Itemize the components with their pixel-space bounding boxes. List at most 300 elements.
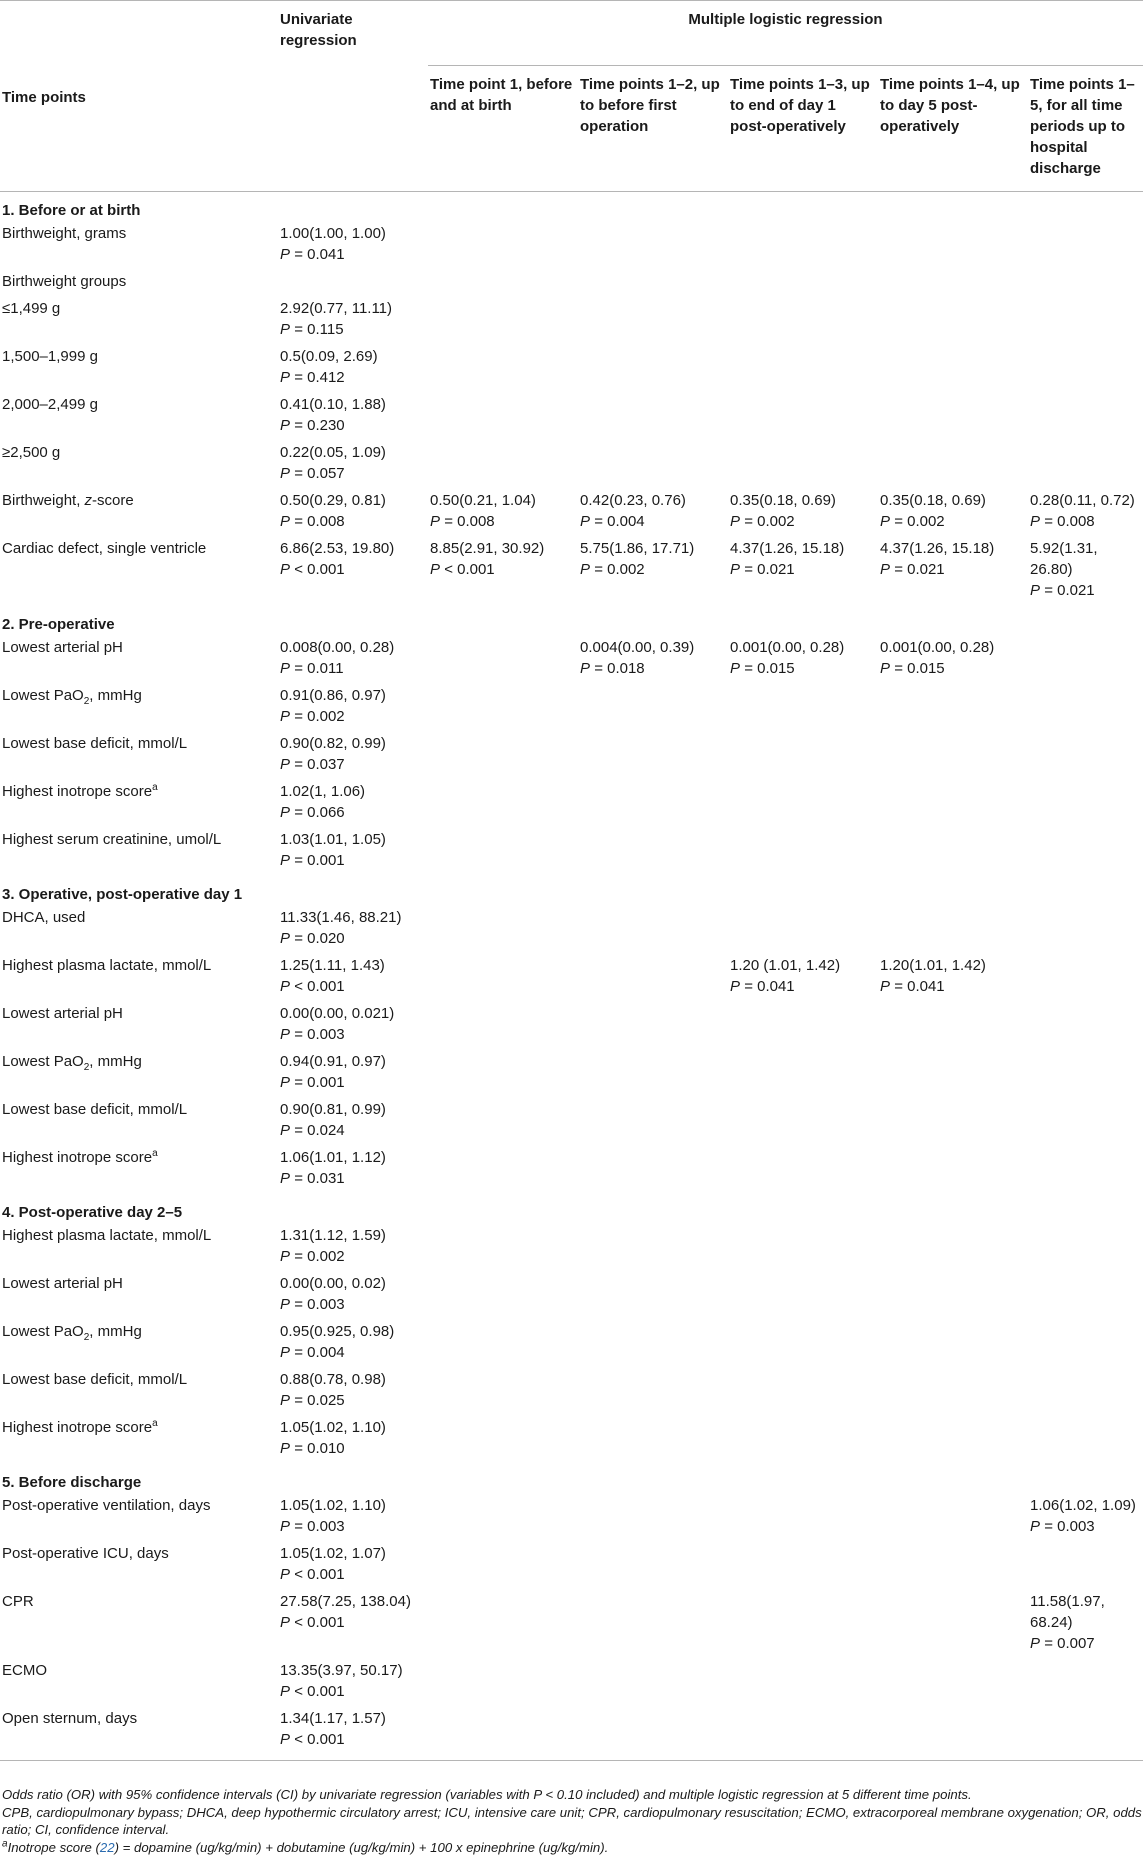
row-label — [0, 1320, 278, 1368]
multivariate-cell-1 — [428, 954, 578, 1002]
univariate-cell — [278, 780, 428, 828]
odds-ratio-value: 0.22(0.05, 1.09) — [280, 443, 386, 461]
multivariate-cell-3 — [728, 489, 878, 537]
multivariate-cell-3 — [728, 954, 878, 1002]
multivariate-cell-1 — [428, 780, 578, 828]
p-symbol: P — [1030, 1634, 1041, 1652]
p-value-number: < 0.001 — [294, 1682, 345, 1700]
p-value — [280, 367, 426, 388]
p-value-number: = 0.230 — [294, 416, 345, 434]
multivariate-cell-2 — [578, 1050, 728, 1098]
p-value-number: = 0.041 — [744, 977, 795, 995]
multivariate-cell-3 — [728, 732, 878, 780]
table-row — [0, 1002, 1143, 1050]
multivariate-cell-5 — [1028, 828, 1143, 876]
row-label-footnote-marker: a — [152, 781, 158, 793]
multivariate-cell-3 — [728, 1272, 878, 1320]
row-label-suffix: , mmHg — [89, 686, 142, 704]
multivariate-cell-4 — [878, 1224, 1028, 1272]
multivariate-cell-2 — [578, 1320, 728, 1368]
p-symbol: P — [880, 512, 891, 530]
p-value-number: = 0.008 — [444, 512, 495, 530]
multivariate-cell-1 — [428, 1050, 578, 1098]
multivariate-cell-1 — [428, 828, 578, 876]
row-label — [0, 489, 278, 537]
odds-ratio-value: 5.75(1.86, 17.71) — [580, 539, 695, 557]
p-value — [730, 658, 876, 679]
multivariate-cell-4 — [878, 441, 1028, 489]
univariate-cell — [278, 1224, 428, 1272]
multivariate-cell-4 — [878, 1050, 1028, 1098]
p-value-number: < 0.001 — [294, 560, 345, 578]
row-label-suffix: , mmHg — [89, 1052, 142, 1070]
p-symbol: P — [1030, 512, 1041, 530]
odds-ratio-value: 0.95(0.925, 0.98) — [280, 1322, 395, 1340]
table-row — [0, 732, 1143, 780]
table-row — [0, 1224, 1143, 1272]
p-value — [280, 1294, 426, 1315]
p-symbol: P — [280, 707, 291, 725]
row-label-text: Lowest PaO — [2, 1052, 84, 1070]
row-label-text: ECMO — [2, 1661, 47, 1679]
row-label — [0, 732, 278, 780]
multivariate-cell-3 — [728, 1659, 878, 1707]
p-value — [280, 1120, 426, 1141]
table-row — [0, 297, 1143, 345]
multivariate-cell-3 — [728, 270, 878, 297]
multivariate-cell-3 — [728, 1146, 878, 1194]
p-symbol: P — [280, 1169, 291, 1187]
p-symbol: P — [280, 1439, 291, 1457]
multivariate-cell-3 — [728, 1368, 878, 1416]
univariate-cell — [278, 636, 428, 684]
footnote-abbreviations-text: CPB, cardiopulmonary bypass; DHCA, deep hypothermic circulatory arrest; ICU, intensive care unit; CPR, cardiopulmonary resuscitation; ECMO, extracorporeal membrane oxygenation; OR, odds ratio; CI, confidence interval. — [2, 1804, 1142, 1837]
p-value-number: < 0.001 — [294, 1613, 345, 1631]
row-label — [0, 1707, 278, 1761]
table-body — [0, 191, 1143, 1760]
multivariate-cell-3 — [728, 1590, 878, 1659]
multivariate-cell-1 — [428, 489, 578, 537]
multivariate-cell-5 — [1028, 1542, 1143, 1590]
multivariate-cell-1 — [428, 1707, 578, 1761]
row-label — [0, 684, 278, 732]
section-row — [0, 1464, 1143, 1494]
multivariate-cell-1 — [428, 1098, 578, 1146]
p-value-number: = 0.002 — [894, 512, 945, 530]
multivariate-cell-2 — [578, 1542, 728, 1590]
multivariate-cell-4 — [878, 1416, 1028, 1464]
col-header-5-text: Time points 1–5, for all time periods up to hospital discharge — [1030, 75, 1135, 177]
table-row — [0, 1368, 1143, 1416]
p-symbol: P — [880, 977, 891, 995]
univariate-cell — [278, 1098, 428, 1146]
p-value-number: = 0.004 — [594, 512, 645, 530]
time-points-header — [0, 1, 278, 192]
row-label-text: Lowest PaO — [2, 1322, 84, 1340]
row-label — [0, 636, 278, 684]
p-value — [280, 1246, 426, 1267]
odds-ratio-value: 0.001(0.00, 0.28) — [880, 638, 995, 656]
table-row — [0, 345, 1143, 393]
p-value-number: = 0.021 — [1044, 581, 1095, 599]
p-symbol: P — [280, 1121, 291, 1139]
odds-ratio-value: 0.35(0.18, 0.69) — [880, 491, 986, 509]
multivariate-cell-5 — [1028, 1320, 1143, 1368]
table-header — [0, 1, 1143, 192]
table-row — [0, 684, 1143, 732]
p-value — [280, 928, 426, 949]
p-value — [280, 706, 426, 727]
section-row — [0, 191, 1143, 222]
odds-ratio-value: 13.35(3.97, 50.17) — [280, 1661, 403, 1679]
multivariate-cell-4 — [878, 732, 1028, 780]
p-value — [880, 658, 1026, 679]
multivariate-cell-5 — [1028, 1659, 1143, 1707]
footnote-abbreviations — [0, 1804, 1143, 1839]
p-value-number: = 0.002 — [294, 1247, 345, 1265]
row-label-subscript: 2 — [83, 1061, 90, 1073]
p-symbol: P — [280, 416, 291, 434]
p-value-number: < 0.001 — [294, 1730, 345, 1748]
odds-ratio-value: 1.06(1.02, 1.09) — [1030, 1496, 1136, 1514]
multivariate-cell-5 — [1028, 684, 1143, 732]
multivariate-cell-2 — [578, 345, 728, 393]
multivariate-cell-5 — [1028, 393, 1143, 441]
odds-ratio-value: 0.90(0.82, 0.99) — [280, 734, 386, 752]
odds-ratio-value: 1.05(1.02, 1.07) — [280, 1544, 386, 1562]
p-value-number: = 0.031 — [294, 1169, 345, 1187]
odds-ratio-value: 0.004(0.00, 0.39) — [580, 638, 695, 656]
multivariate-cell-5 — [1028, 441, 1143, 489]
row-label-text: Birthweight groups — [2, 272, 127, 290]
row-label — [0, 906, 278, 954]
univariate-cell — [278, 270, 428, 297]
row-label — [0, 1368, 278, 1416]
p-value — [280, 1516, 426, 1537]
row-label-text: Lowest base deficit, mmol/L — [2, 1370, 188, 1388]
odds-ratio-value: 0.88(0.78, 0.98) — [280, 1370, 386, 1388]
p-symbol: P — [580, 560, 591, 578]
multivariate-cell-5 — [1028, 1098, 1143, 1146]
p-value — [280, 1072, 426, 1093]
univariate-cell — [278, 684, 428, 732]
row-label — [0, 537, 278, 606]
row-label — [0, 780, 278, 828]
p-symbol: P — [280, 1295, 291, 1313]
table-row — [0, 1542, 1143, 1590]
multivariate-cell-2 — [578, 1224, 728, 1272]
p-value — [280, 976, 426, 997]
row-label-text: Highest plasma lactate, mmol/L — [2, 956, 212, 974]
univariate-cell — [278, 345, 428, 393]
multivariate-cell-2 — [578, 954, 728, 1002]
multivariate-cell-5 — [1028, 1050, 1143, 1098]
table-row — [0, 1050, 1143, 1098]
row-label — [0, 345, 278, 393]
row-label-text: Cardiac defect, single ventricle — [2, 539, 207, 557]
multivariate-cell-1 — [428, 345, 578, 393]
table-row — [0, 537, 1143, 606]
multivariate-cell-1 — [428, 1416, 578, 1464]
multivariate-cell-2 — [578, 1002, 728, 1050]
multivariate-cell-5 — [1028, 270, 1143, 297]
multivariate-cell-4 — [878, 1320, 1028, 1368]
multivariate-cell-3 — [728, 780, 878, 828]
p-value-number: = 0.021 — [894, 560, 945, 578]
row-label — [0, 1416, 278, 1464]
p-value — [880, 559, 1026, 580]
row-label — [0, 1224, 278, 1272]
footnote-odds-ratio — [0, 1786, 1143, 1804]
table-row — [0, 1659, 1143, 1707]
p-symbol: P — [280, 1682, 291, 1700]
univariate-cell — [278, 906, 428, 954]
univariate-cell — [278, 222, 428, 270]
p-value — [280, 463, 426, 484]
row-label — [0, 441, 278, 489]
p-value-number: = 0.412 — [294, 368, 345, 386]
univariate-cell — [278, 1542, 428, 1590]
univariate-header — [278, 1, 428, 66]
p-value-number: = 0.015 — [894, 659, 945, 677]
row-label-text: Birthweight, — [2, 491, 85, 509]
odds-ratio-value: 8.85(2.91, 30.92) — [430, 539, 545, 557]
multivariate-cell-4 — [878, 954, 1028, 1002]
p-value-number: = 0.115 — [294, 320, 344, 338]
multivariate-cell-5 — [1028, 954, 1143, 1002]
p-symbol: P — [280, 320, 291, 338]
p-value — [880, 511, 1026, 532]
odds-ratio-value: 1.02(1, 1.06) — [280, 782, 366, 800]
section-heading: 2. Pre-operative — [2, 615, 115, 633]
row-label-text: Highest inotrope score — [2, 1418, 153, 1436]
univariate-cell — [278, 828, 428, 876]
footnote-inotrope-text-b: ) = dopamine (ug/kg/min) + dobutamine (ug/kg/min) + 100 x epinephrine (ug/kg/min). — [114, 1839, 609, 1855]
multivariate-cell-3 — [728, 345, 878, 393]
row-label — [0, 222, 278, 270]
multivariate-cell-4 — [878, 906, 1028, 954]
row-label-text: Post-operative ICU, days — [2, 1544, 169, 1562]
odds-ratio-value: 11.33(1.46, 88.21) — [280, 908, 402, 926]
row-label — [0, 1002, 278, 1050]
multivariate-cell-3 — [728, 1320, 878, 1368]
p-value — [280, 1564, 426, 1585]
multivariate-cell-3 — [728, 1050, 878, 1098]
p-value-number: = 0.003 — [294, 1517, 345, 1535]
odds-ratio-value: 1.34(1.17, 1.57) — [280, 1709, 386, 1727]
multivariate-cell-3 — [728, 1416, 878, 1464]
multivariate-cell-2 — [578, 906, 728, 954]
odds-ratio-value: 0.50(0.29, 0.81) — [280, 491, 386, 509]
p-value-number: = 0.015 — [744, 659, 795, 677]
multivariate-cell-4 — [878, 636, 1028, 684]
odds-ratio-value: 27.58(7.25, 138.04) — [280, 1592, 411, 1610]
p-value — [280, 244, 426, 265]
odds-ratio-value: 0.50(0.21, 1.04) — [430, 491, 536, 509]
multivariate-cell-1 — [428, 906, 578, 954]
univariate-cell — [278, 1146, 428, 1194]
p-value — [280, 754, 426, 775]
p-value — [280, 319, 426, 340]
row-label — [0, 1050, 278, 1098]
table-row — [0, 1272, 1143, 1320]
p-value — [430, 511, 576, 532]
p-value-number: = 0.007 — [1044, 1634, 1095, 1652]
multivariate-cell-4 — [878, 489, 1028, 537]
multivariate-cell-4 — [878, 393, 1028, 441]
multivariate-cell-1 — [428, 537, 578, 606]
multivariate-cell-4 — [878, 1146, 1028, 1194]
multivariate-cell-2 — [578, 1272, 728, 1320]
col-header-4 — [878, 65, 1028, 191]
row-label-text: Post-operative ventilation, days — [2, 1496, 211, 1514]
multivariate-cell-5 — [1028, 906, 1143, 954]
p-symbol: P — [280, 929, 291, 947]
multivariate-cell-3 — [728, 1002, 878, 1050]
multivariate-cell-3 — [728, 297, 878, 345]
row-label — [0, 1590, 278, 1659]
multivariate-cell-2 — [578, 1494, 728, 1542]
p-symbol: P — [280, 1517, 291, 1535]
multivariate-cell-5 — [1028, 1146, 1143, 1194]
footnote-inotrope-marker: a — [2, 1838, 8, 1850]
multivariate-cell-1 — [428, 1272, 578, 1320]
univariate-subheader-empty — [278, 65, 428, 191]
p-symbol: P — [280, 977, 291, 995]
multivariate-cell-5 — [1028, 1707, 1143, 1761]
multivariate-cell-4 — [878, 537, 1028, 606]
p-symbol: P — [280, 368, 291, 386]
section-heading: 3. Operative, post-operative day 1 — [2, 885, 243, 903]
multivariate-cell-4 — [878, 1098, 1028, 1146]
univariate-cell — [278, 732, 428, 780]
p-value-number: = 0.010 — [294, 1439, 345, 1457]
p-value-number: = 0.057 — [294, 464, 345, 482]
multivariate-cell-2 — [578, 828, 728, 876]
multivariate-cell-5 — [1028, 1002, 1143, 1050]
multivariate-cell-4 — [878, 270, 1028, 297]
univariate-cell — [278, 1416, 428, 1464]
row-label — [0, 1659, 278, 1707]
table-row — [0, 1098, 1143, 1146]
univariate-cell — [278, 537, 428, 606]
p-symbol: P — [1030, 1517, 1041, 1535]
p-value — [580, 511, 726, 532]
p-symbol: P — [280, 1073, 291, 1091]
univariate-cell — [278, 1002, 428, 1050]
univariate-cell — [278, 297, 428, 345]
p-value-number: = 0.037 — [294, 755, 345, 773]
p-value-number: = 0.025 — [294, 1391, 345, 1409]
multivariate-cell-3 — [728, 636, 878, 684]
row-label-text: Lowest arterial pH — [2, 1274, 123, 1292]
row-label-text: Highest inotrope score — [2, 782, 153, 800]
row-label — [0, 270, 278, 297]
multivariate-cell-5 — [1028, 1590, 1143, 1659]
multivariate-cell-4 — [878, 780, 1028, 828]
multivariate-cell-2 — [578, 393, 728, 441]
odds-ratio-value: 0.5(0.09, 2.69) — [280, 347, 378, 365]
p-value — [280, 658, 426, 679]
table-row — [0, 1494, 1143, 1542]
p-value — [730, 511, 876, 532]
odds-ratio-value: 1.31(1.12, 1.59) — [280, 1226, 386, 1244]
row-label — [0, 1494, 278, 1542]
univariate-cell — [278, 1707, 428, 1761]
multivariate-cell-1 — [428, 441, 578, 489]
p-value-number: = 0.008 — [1044, 512, 1095, 530]
multivariate-cell-4 — [878, 1542, 1028, 1590]
odds-ratio-value: 1.25(1.11, 1.43) — [280, 956, 385, 974]
p-symbol: P — [430, 512, 441, 530]
multivariate-cell-3 — [728, 1098, 878, 1146]
univariate-cell — [278, 1494, 428, 1542]
row-label-text: Highest serum creatinine, umol/L — [2, 830, 222, 848]
p-symbol: P — [280, 464, 291, 482]
p-value-number: = 0.024 — [294, 1121, 345, 1139]
multivariate-cell-4 — [878, 1707, 1028, 1761]
row-label — [0, 1098, 278, 1146]
multivariate-cell-4 — [878, 1272, 1028, 1320]
footnote-inotrope-text-a: Inotrope score ( — [7, 1839, 100, 1855]
p-value — [280, 1729, 426, 1750]
p-symbol: P — [580, 512, 591, 530]
multivariate-cell-5 — [1028, 780, 1143, 828]
multivariate-cell-2 — [578, 636, 728, 684]
col-header-2 — [578, 65, 728, 191]
multivariate-cell-3 — [728, 906, 878, 954]
table-row — [0, 1590, 1143, 1659]
multivariate-cell-3 — [728, 684, 878, 732]
p-value — [580, 559, 726, 580]
multivariate-cell-2 — [578, 1590, 728, 1659]
multivariate-cell-3 — [728, 828, 878, 876]
p-symbol: P — [280, 1247, 291, 1265]
section-heading: 1. Before or at birth — [2, 201, 141, 219]
odds-ratio-value: 0.00(0.00, 0.02) — [280, 1274, 386, 1292]
multivariate-cell-1 — [428, 393, 578, 441]
odds-ratio-value: 0.91(0.86, 0.97) — [280, 686, 386, 704]
p-symbol: P — [280, 1565, 291, 1583]
odds-ratio-value: 0.35(0.18, 0.69) — [730, 491, 836, 509]
table-row — [0, 636, 1143, 684]
p-value — [730, 976, 876, 997]
univariate-cell — [278, 1659, 428, 1707]
multiple-regression-header — [428, 1, 1143, 66]
row-label-text: 1,500–1,999 g — [2, 347, 98, 365]
p-value-number: = 0.018 — [594, 659, 645, 677]
p-value — [280, 1024, 426, 1045]
p-symbol: P — [280, 560, 291, 578]
univariate-cell — [278, 1590, 428, 1659]
multivariate-cell-2 — [578, 1098, 728, 1146]
p-value-number: = 0.041 — [894, 977, 945, 995]
time-points-header-text: Time points — [2, 88, 86, 106]
odds-ratio-value: 0.00(0.00, 0.021) — [280, 1004, 395, 1022]
odds-ratio-value: 1.00(1.00, 1.00) — [280, 224, 386, 242]
multivariate-cell-2 — [578, 684, 728, 732]
col-header-2-text: Time points 1–2, up to before first operation — [580, 75, 720, 135]
reference-link-22[interactable]: 22 — [99, 1839, 115, 1855]
multivariate-cell-3 — [728, 222, 878, 270]
p-value — [280, 1681, 426, 1702]
table-row — [0, 1320, 1143, 1368]
row-label-suffix: -score — [92, 491, 134, 509]
multivariate-cell-2 — [578, 1146, 728, 1194]
footnote-odds-ratio-text-b: < 0.10 included) and multiple logistic regression at 5 different time points. — [541, 1787, 972, 1802]
table-row — [0, 270, 1143, 297]
p-value-number: = 0.003 — [294, 1025, 345, 1043]
